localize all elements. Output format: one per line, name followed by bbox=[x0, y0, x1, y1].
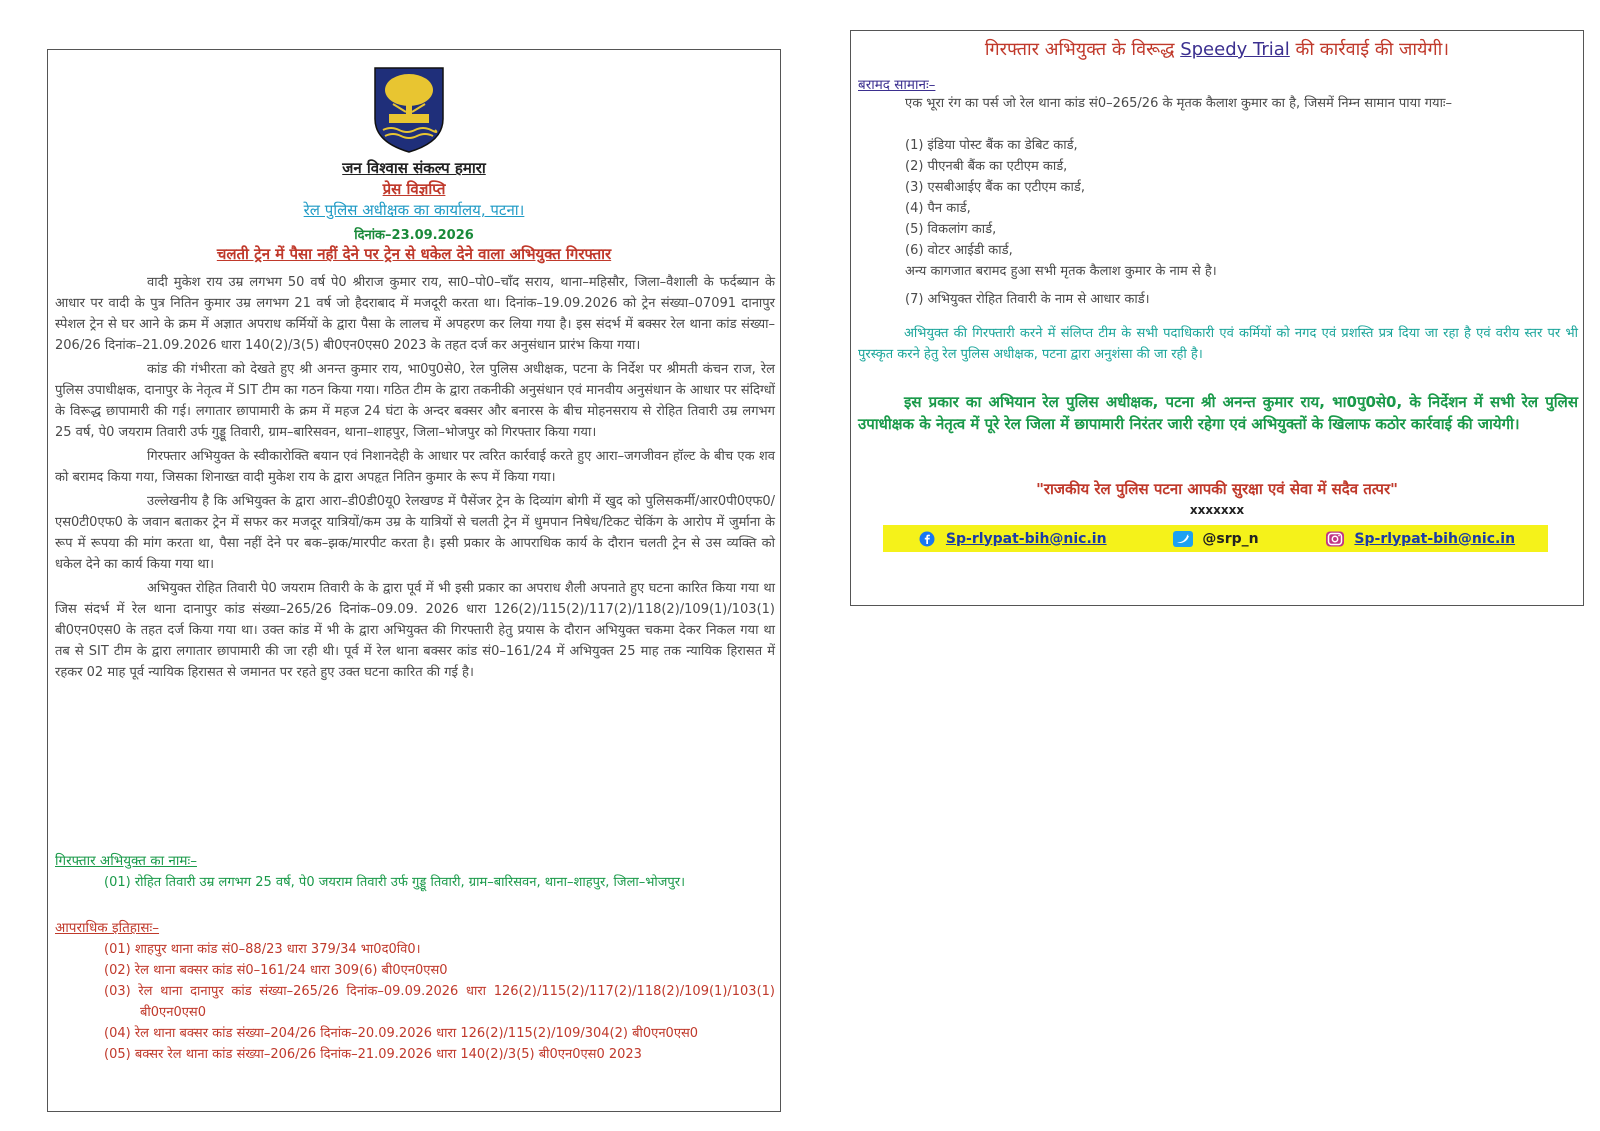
paragraph: कांड की गंभीरता को देखते हुए श्री अनन्त कुमार राय, भा0पु0से0, रेल पुलिस अधीक्षक, पटना के निर्देश पर श्रीमती कंचन राज, रेल पुलिस उपाधीक्षक, दानापुर के नेतृत्व में SIT टीम का गठन किया गया। गठित टीम के द्वारा तकनीकी अनुसंधान एवं मानवीय अनुसंधान के आधार पर संदिग्धों के विरूद्ध छापामारी की गई। लगातार छापामारी के क्रम में महज 24 घंटा के अन्दर बक्सर और बनारस के बीच मोहनसराय से रोहित तिवारी उम्र लगभग 25 वर्ष, पे0 जयराम तिवारी उर्फ गुड्डू तिवारी, ग्राम–बारिसवन, थाना–शाहपुर, जिला–भोजपुर को गिरफ्तार किया गया। bbox=[55, 362, 775, 440]
office-name: रेल पुलिस अधीक्षक का कार्यालय, पटना। bbox=[303, 201, 525, 219]
heading-pre: गिरफ्तार अभियुक्त के विरूद्ध bbox=[984, 39, 1175, 60]
paragraph: अभियुक्त रोहित तिवारी पे0 जयराम तिवारी के के द्वारा पूर्व में भी इसी प्रकार का अपराध शैली अपनाते हुए घटना कारित किया गया था जिस संदर्भ में रेल थाना दानापुर कांड संख्या–265/26 दिनांक–09.09. 2026 धारा 126(2)/115(2)/117(2)/118(2)/109(1)/103(1) बी0एन0एस0 के तहत दर्ज किया गया था। उक्त कांड में भी के द्वारा अभियुक्त की गिरफ्तारी हेतु प्रयास के दौरान अभियुक्त चकमा देकर निकल गया था तब से SIT टीम के द्वारा लगातार छापामारी की जा रही थी। पूर्व में रेल थाना बक्सर कांड सं0–161/24 में अभियुक्त 25 माह तक न्यायिक हिरासत में रहकर 02 माह पूर्व न्यायिक हिरासत से जमानत पर रहते हुए उक्त घटना कारित की गई है। bbox=[55, 581, 776, 680]
signoff: xxxxxxx bbox=[1189, 503, 1245, 517]
list-item: (3) एसबीआईए बैंक का एटीएम कार्ड, bbox=[905, 180, 1085, 195]
facebook-icon bbox=[916, 531, 938, 547]
social-links-bar bbox=[883, 525, 1548, 552]
list-item: (5) विकलांग कार्ड, bbox=[905, 222, 997, 237]
team-reward-paragraph: अभियुक्त की गिरफ्तारी करने में संलिप्त टीम के सभी पदाधिकारी एवं कर्मियों को नगद एवं प्रशस्ति प्रत्र दिया जा रहा है एवं वरीय स्तर पर भी पुरस्कृत करने हेतु रेल पुलिस अधीक्षक, पटना द्वारा अनुशंसा की जा रही है। bbox=[858, 326, 1578, 362]
headline: चलती ट्रेन में पैसा नहीं देने पर ट्रेन से धकेल देने वाला अभियुक्त गिरफ्तार bbox=[216, 245, 612, 263]
press-release-label: प्रेस विज्ञप्ति bbox=[382, 180, 446, 198]
twitter-icon bbox=[1172, 531, 1194, 547]
paragraph: गिरफ्तार अभियुक्त के स्वीकारोक्ति बयान एवं निशानदेही के आधार पर त्वरित कार्रवाई करते हुए आरा–जगजीवन हॉल्ट के बीच एक शव को बरामद किया गया, जिसका शिनाख्त वादी मुकेश राय के द्वारा अपहृत नितिन कुमार के रूप में किया गया। bbox=[55, 449, 775, 485]
history-section-title: आपराधिक इतिहासः– bbox=[55, 920, 160, 936]
recovered-intro: एक भूरा रंग का पर्स जो रेल थाना कांड सं0–265/26 के मृतक कैलाश कुमार का है, जिसमें निम्न सामान पाया गयाः– bbox=[905, 96, 1453, 111]
release-date: दिनांक–23.09.2026 bbox=[354, 228, 474, 243]
facebook-link[interactable]: Sp-rlypat-bih@nic.in bbox=[945, 530, 1107, 547]
slogan: "राजकीय रेल पुलिस पटना आपकी सुरक्षा एवं सेवा में सदैव तत्पर" bbox=[1036, 480, 1398, 498]
paragraph: वादी मुकेश राय उम्र लगभग 50 वर्ष पे0 श्रीराज कुमार राय, सा0–पो0–चाँद सराय, थाना–महिसौर, जिला–वैशाली के फर्दब्यान के आधार पर वादी के पुत्र नितिन कुमार उम्र लगभग 21 वर्ष जो हैदराबाद में मजदूरी करता था। दिनांक–19.09.2026 को ट्रेन संख्या–07091 दानापुर स्पेशल ट्रेन से घर आने के क्रम में अज्ञात अपराध कर्मियों के द्वारा पैसा के लालच में अपहरण कर लिया गया है। इस संदर्भ में बक्सर रेल थाना कांड संख्या–206/26 दिनांक–21.09.2026 धारा 140(2)/3(5) बी0एन0एस0 2023 के तहत दर्ज कर अनुसंधान प्रारंभ किया गया। bbox=[55, 275, 775, 353]
twitter-handle[interactable]: @srp_n bbox=[1202, 530, 1259, 547]
bihar-police-emblem-icon bbox=[373, 64, 445, 154]
arrested-section-title: गिरफ्तार अभियुक्त का नामः– bbox=[55, 853, 197, 869]
arrested-list bbox=[55, 872, 775, 893]
list-item: (01) रोहित तिवारी उम्र लगभग 25 वर्ष, पे0 जयराम तिवारी उर्फ गुड्डू तिवारी, ग्राम–बारिसवन, थाना–शाहपुर, जिला–भोजपुर। bbox=[104, 875, 686, 890]
list-item: (6) वोटर आईडी कार्ड, bbox=[905, 243, 1013, 258]
history-list bbox=[55, 939, 775, 1065]
list-item: (2) पीएनबी बैंक का एटीएम कार्ड, bbox=[905, 159, 1068, 174]
paragraph: उल्लेखनीय है कि अभियुक्त के द्वारा आरा–डी0डी0यू0 रेलखण्ड में पैसेंजर ट्रेन के दिव्यांग बोगी में खुद को पुलिसकर्मी/आर0पी0एफ0/एस0टी0एफ0 के जवान बताकर ट्रेन में सफर कर मजदूर यात्रियों/कम उम्र के यात्रियों से चलती ट्रेन में धुमपान निषेध/टिकट चेकिंग के आरोप में जुर्माना के रूप में रूपया की मांग करता था, पैसा नहीं देने पर बक–झक/मारपीट करता है। इसी प्रकार के आपराधिक कार्य के दौरान चलती ट्रेन से उस व्यक्ति को धकेल देने का कार्य किया गया था। bbox=[55, 494, 775, 572]
list-item: (01) शाहपुर थाना कांड सं0–88/23 धारा 379/34 भा0द0वि0। bbox=[104, 942, 421, 957]
list-item: (1) इंडिया पोस्ट बैंक का डेबिट कार्ड, bbox=[905, 138, 1078, 153]
instagram-group bbox=[1324, 531, 1515, 547]
press-release-page-1 bbox=[47, 49, 781, 1112]
campaign-paragraph: इस प्रकार का अभियान रेल पुलिस अधीक्षक, पटना श्री अनन्त कुमार राय, भा0पु0से0, के निर्देशन में सभी रेल पुलिस उपाधीक्षक के नेतृत्व में पूरे रेल जिला में छापामारी निरंतर जारी रहेगा एवं अभियुक्तों के खिलाफ कठोर कार्रवाई की जायेगी। bbox=[858, 393, 1578, 433]
instagram-icon bbox=[1324, 531, 1346, 547]
recovered-note: अन्य कागजात बरामद हुआ सभी मृतक कैलाश कुमार के नाम से है। bbox=[905, 264, 1217, 279]
speedy-trial-heading bbox=[851, 37, 1583, 61]
list-item: (02) रेल थाना बक्सर कांड सं0–161/24 धारा 309(6) बी0एन0एस0 bbox=[104, 963, 448, 978]
list-item: (4) पैन कार्ड, bbox=[905, 201, 971, 216]
list-item: (04) रेल थाना बक्सर कांड संख्या–204/26 दिनांक–20.09.2026 धारा 126(2)/115(2)/109/304(2) बी0एन0एस0 bbox=[104, 1026, 699, 1041]
facebook-group bbox=[916, 531, 1107, 547]
motto: जन विश्वास संकल्प हमारा bbox=[342, 159, 486, 177]
twitter-group bbox=[1172, 531, 1258, 547]
list-item: (05) बक्सर रेल थाना कांड संख्या–206/26 दिनांक–21.09.2026 धारा 140(2)/3(5) बी0एन0एस0 2023 bbox=[104, 1047, 642, 1062]
speedy-trial-text: Speedy Trial bbox=[1180, 39, 1290, 60]
heading-post: की कार्रवाई की जायेगी। bbox=[1295, 39, 1450, 60]
list-item: (03) रेल थाना दानापुर कांड संख्या–265/26 दिनांक–09.09.2026 धारा 126(2)/115(2)/117(2)/118(2)/109(1)/103(1) बी0एन0एस0 bbox=[104, 984, 775, 1020]
recovered-items-title: बरामद सामानः– bbox=[858, 77, 936, 93]
recovered-list bbox=[905, 135, 1217, 310]
instagram-link[interactable]: Sp-rlypat-bih@nic.in bbox=[1354, 530, 1516, 547]
body-text bbox=[55, 272, 775, 686]
list-item: (7) अभियुक्त रोहित तिवारी के नाम से आधार कार्ड। bbox=[905, 292, 1150, 307]
press-release-page-2 bbox=[850, 30, 1584, 606]
